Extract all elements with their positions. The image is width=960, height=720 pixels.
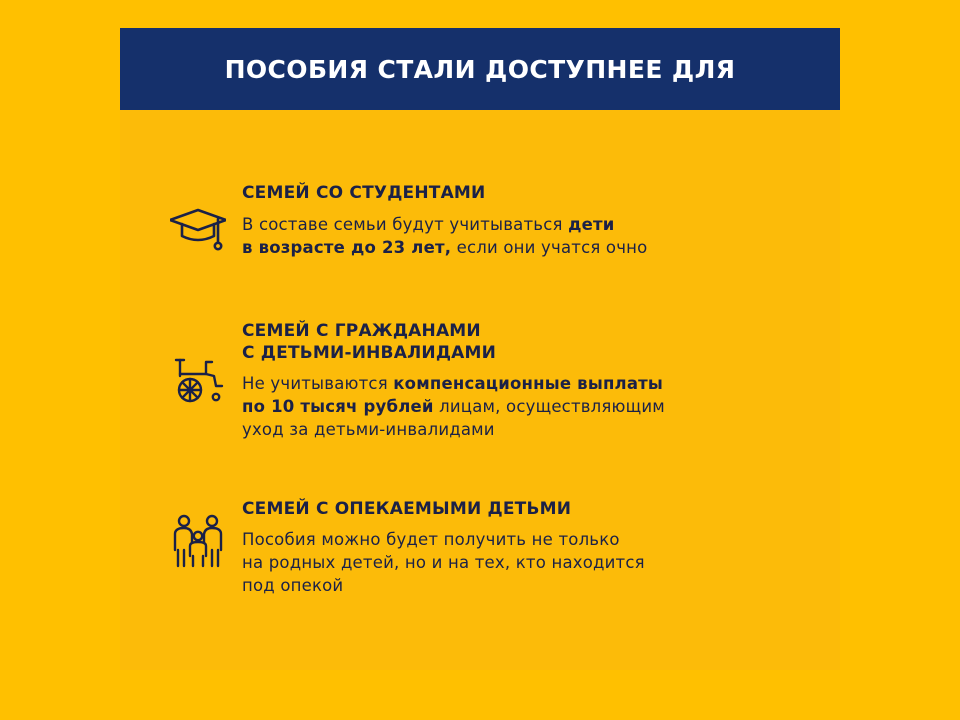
item-description xyxy=(242,372,665,441)
desc-bold-text: в возрасте до 23 лет, xyxy=(242,238,452,257)
desc-text: если они учатся очно xyxy=(451,238,648,257)
desc-text: лицам, осуществляющим xyxy=(433,397,665,416)
graduation-cap-icon xyxy=(170,206,226,262)
item-description xyxy=(242,528,645,597)
desc-text: Не учитываются xyxy=(242,374,394,393)
infographic-card xyxy=(120,28,840,670)
page-title: ПОСОБИЯ СТАЛИ ДОСТУПНЕЕ ДЛЯ xyxy=(224,54,736,84)
item-title-line: СЕМЕЙ С ГРАЖДАНАМИ xyxy=(242,321,481,341)
header-banner xyxy=(120,28,840,110)
desc-text: уход за детьми-инвалидами xyxy=(242,420,495,439)
desc-text: Пособия можно будет получить не только xyxy=(242,530,620,549)
item-title-line: С ДЕТЬМИ-ИНВАЛИДАМИ xyxy=(242,343,497,363)
item-title: СЕМЕЙ С ОПЕКАЕМЫМИ ДЕТЬМИ xyxy=(242,499,572,519)
desc-text: под опекой xyxy=(242,576,344,595)
item-description xyxy=(242,213,647,259)
desc-bold-text: дети xyxy=(568,215,615,234)
desc-bold-text: компенсационные выплаты xyxy=(393,374,664,393)
desc-bold-text: по 10 тысяч рублей xyxy=(242,397,434,416)
family-icon xyxy=(170,512,226,568)
item-title: СЕМЕЙ СО СТУДЕНТАМИ xyxy=(242,183,486,203)
desc-text: В составе семьи будут учитываться xyxy=(242,215,569,234)
item-title xyxy=(242,320,496,364)
desc-text: на родных детей, но и на тех, кто находится xyxy=(242,553,645,572)
wheelchair-icon xyxy=(170,350,226,406)
